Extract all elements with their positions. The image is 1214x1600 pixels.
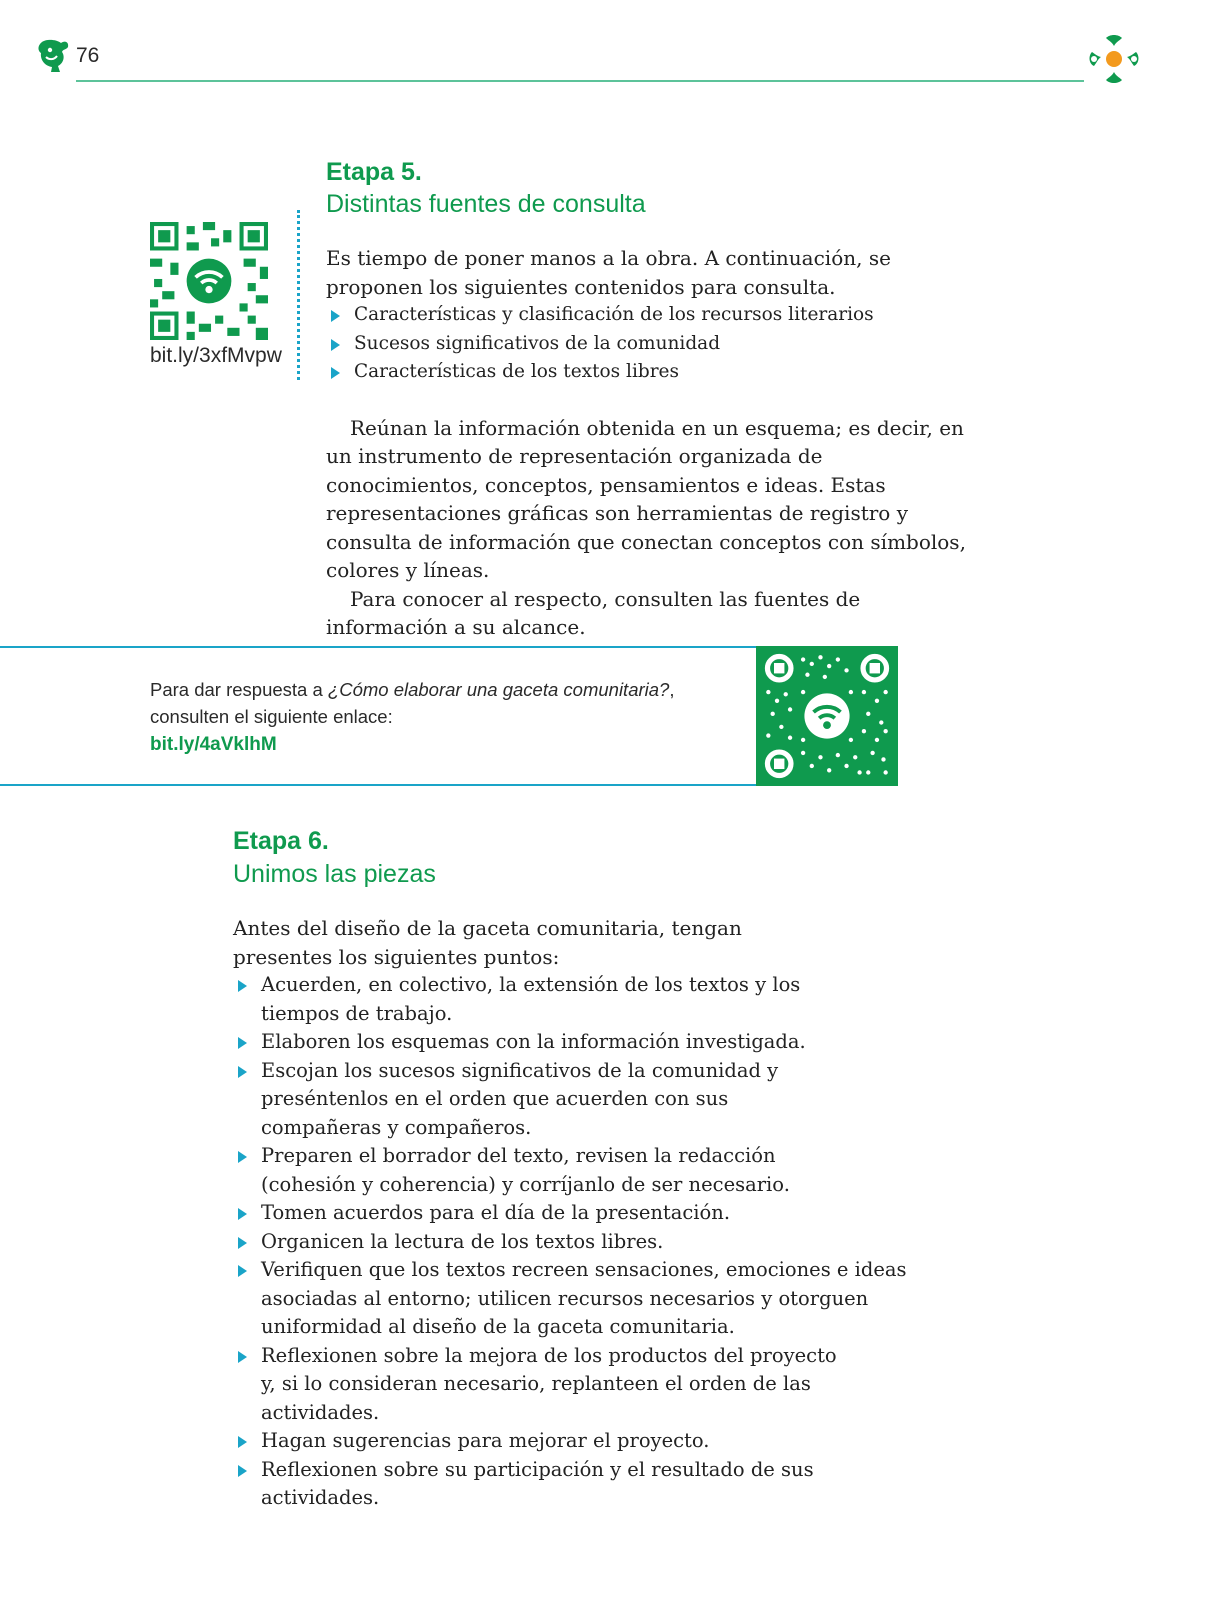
- cyan-triangle-bullet-icon: [238, 1208, 247, 1220]
- cyan-triangle-bullet-icon: [331, 339, 340, 351]
- etapa6-body: [233, 971, 933, 1513]
- green-glyph-logo-icon: [36, 38, 70, 74]
- etapa5-intro: Es tiempo de poner manos a la obra. A continuación, se proponen los siguientes contenidos para consulta.: [326, 246, 891, 299]
- info-box-text: Para dar respuesta a ¿Cómo elaborar una gaceta comunitaria?, consulten el siguiente enlace: bit.ly/4aVklhM: [150, 679, 675, 755]
- etapa6-intro-wrap: [233, 914, 793, 971]
- qr-code-icon[interactable]: [150, 222, 268, 340]
- etapa5-bullet-list: [326, 301, 966, 387]
- list-item: Reflexionen sobre su participación y el resultado de sus actividades.: [233, 1456, 933, 1513]
- etapa6-label: Etapa 6.: [233, 827, 329, 855]
- list-item: Organicen la lectura de los textos libres.: [233, 1228, 933, 1257]
- list-item: Sucesos significativos de la comunidad: [326, 330, 966, 359]
- cyan-triangle-bullet-icon: [238, 1151, 247, 1163]
- orange-green-emblem-icon: [1086, 32, 1142, 86]
- list-item: Escojan los sucesos significativos de la comunidad y preséntenlos en el orden que acuerden con sus compañeras y compañeros.: [233, 1057, 841, 1143]
- list-item: Características de los textos libres: [326, 358, 966, 387]
- list-item: Características y clasificación de los recursos literarios: [326, 301, 966, 330]
- etapa5-title: Distintas fuentes de consulta: [326, 190, 646, 218]
- qr-link-etapa5[interactable]: bit.ly/3xfMvpw: [150, 344, 282, 367]
- etapa5-body: [326, 244, 966, 642]
- list-item: Preparen el borrador del texto, revisen la redacción (cohesión y coherencia) y corríjanlo de ser necesario.: [233, 1142, 821, 1199]
- cyan-triangle-bullet-icon: [238, 1237, 247, 1249]
- list-item: Acuerden, en colectivo, la extensión de los textos y los tiempos de trabajo.: [233, 971, 813, 1028]
- cyan-triangle-bullet-icon: [238, 1465, 247, 1477]
- cyan-triangle-bullet-icon: [238, 1037, 247, 1049]
- cyan-triangle-bullet-icon: [238, 1351, 247, 1363]
- page-number: 76: [76, 44, 100, 67]
- etapa6-intro: Antes del diseño de la gaceta comunitaria, tengan presentes los siguientes puntos:: [233, 916, 742, 969]
- list-item: Reflexionen sobre la mejora de los productos del proyecto y, si lo consideran necesario, replanteen el orden de las actividades.: [233, 1342, 841, 1428]
- etapa5-paragraph-1: Reúnan la información obtenida en un esquema; es decir, en un instrumento de representación organizada de conocimientos, conceptos, pensamientos e ideas. Estas representaciones gráficas son herramientas de registro y consulta de información que conectan conceptos con símbolos, colores y líneas.: [326, 415, 966, 582]
- info-box-question: ¿Cómo elaborar una gaceta comunitaria?: [327, 679, 670, 700]
- qr-code-icon[interactable]: [764, 652, 890, 780]
- cyan-triangle-bullet-icon: [238, 980, 247, 992]
- etapa5-label: Etapa 5.: [326, 158, 422, 186]
- cyan-triangle-bullet-icon: [238, 1436, 247, 1448]
- dotted-divider: [297, 210, 300, 380]
- etapa6-title: Unimos las piezas: [233, 860, 436, 888]
- list-item: Hagan sugerencias para mejorar el proyecto.: [233, 1427, 933, 1456]
- cyan-triangle-bullet-icon: [331, 310, 340, 322]
- qr-code-box: [756, 646, 898, 786]
- cyan-triangle-bullet-icon: [238, 1265, 247, 1277]
- header-rule: [76, 80, 1084, 82]
- etapa6-bullet-list: [233, 971, 933, 1513]
- list-item: Verifiquen que los textos recreen sensaciones, emociones e ideas asociadas al entorno; utilicen recursos necesarios y otorguen uniformidad al diseño de la gaceta comunitaria.: [233, 1256, 921, 1342]
- cyan-triangle-bullet-icon: [238, 1066, 247, 1078]
- cyan-triangle-bullet-icon: [331, 367, 340, 379]
- etapa5-paragraph-2: Para conocer al respecto, consulten las fuentes de información a su alcance.: [326, 586, 861, 639]
- info-box-link[interactable]: bit.ly/4aVklhM: [150, 734, 277, 755]
- list-item: Tomen acuerdos para el día de la presentación.: [233, 1199, 933, 1228]
- list-item: Elaboren los esquemas con la información investigada.: [233, 1028, 933, 1057]
